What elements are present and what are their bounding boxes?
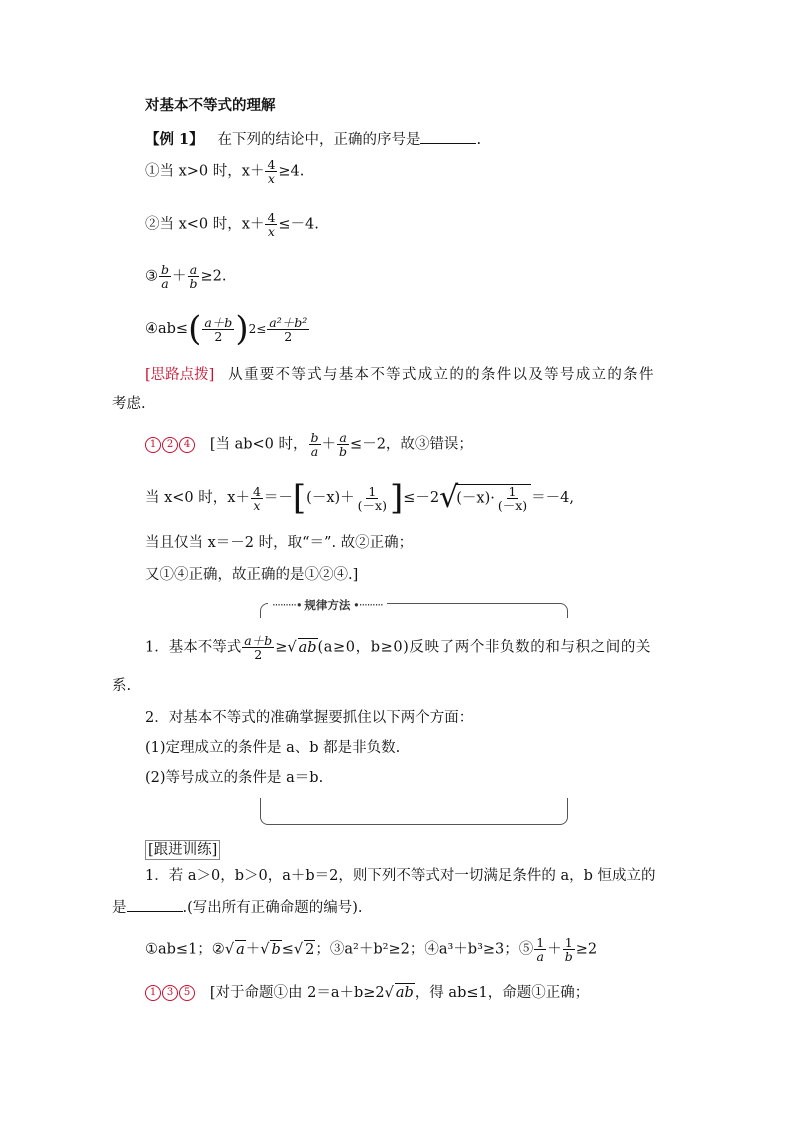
- hint-text: 从重要不等式与基本不等式成立的的条件以及等号成立的条件: [228, 367, 655, 383]
- practice-answer-badges: [145, 985, 196, 1001]
- exp-le: 2≤: [248, 322, 267, 336]
- answer-line-2-prefix: 当 x<0 时，x＋: [145, 490, 250, 506]
- badge-4: 4: [179, 437, 195, 453]
- plus: ＋: [321, 436, 337, 453]
- example-item-1: [145, 158, 304, 185]
- badge-5: 5: [179, 985, 195, 1001]
- opts-end: ≥2: [575, 941, 598, 958]
- answer-line-1-b: ≤－2，故③错误；: [350, 436, 473, 453]
- opts-b: ；③a²＋b²≥2；④a³＋b³≥3；⑤: [315, 941, 534, 958]
- method-title-text: 规律方法: [304, 598, 351, 612]
- practice-label: [跟进训练]: [145, 840, 220, 860]
- opts-plus: ＋: [245, 941, 261, 958]
- method-ge: ≥: [275, 639, 288, 656]
- badge-1: 1: [145, 985, 161, 1001]
- opts-le: ≤: [281, 941, 294, 958]
- fraction: $\frac{4}{x}$: [267, 157, 276, 186]
- sqrt-ab-2: ab: [395, 985, 414, 1001]
- example-prompt: [145, 129, 481, 149]
- fraction: $\frac{4}{x}$: [267, 210, 276, 239]
- sqrt-body: (－x)· $\frac{1}{(-x)}$: [455, 484, 531, 512]
- answer-line-3: 当且仅当 x＝－2 时，取“＝”. 故②正确；: [145, 535, 414, 551]
- practice-options: ①ab≤1；②√ a＋√ b≤√ 2；③a²＋b²≥2；④a³＋b³≥3；⑤ $\frac{1}{a}$ ＋ $\frac{1}{b}$ ≥2: [145, 935, 598, 964]
- hint-line-2: 考虑.: [112, 396, 146, 412]
- method-p3: (1)定理成立的条件是 a、b 都是非负数.: [145, 740, 401, 756]
- example-question: 在下列的结论中，正确的序号是: [217, 132, 421, 148]
- answer-line-2-tail: ＝－4,: [531, 490, 575, 506]
- answer-blank: [420, 129, 476, 144]
- fraction: $\frac{\text{a²＋b²}}{2}$: [269, 314, 308, 344]
- item-2-prefix: ②当 x<0 时，x＋: [145, 216, 265, 233]
- item-4-prefix: ④ab≤: [145, 321, 189, 337]
- fraction: $\frac{a+b}{2}$: [244, 633, 273, 662]
- method-p1-a: 1．基本不等式: [145, 639, 242, 656]
- sqrt-a: a: [236, 941, 245, 958]
- hint-label: [思路点拨]: [145, 367, 215, 383]
- practice-answer: 1 3 5 [对于命题①由 2＝a＋b≥2√ ab，得 ab≤1，命题①正确；: [145, 983, 589, 1002]
- answer-line-4: 又①④正确，故正确的是①②④.]: [145, 567, 359, 583]
- opts-a: ①ab≤1；②: [145, 941, 225, 958]
- badge-1: 1: [145, 437, 161, 453]
- answer-badges: [145, 437, 196, 453]
- method-p1: 1．基本不等式 $\frac{a+b}{2}$ ≥√ ab(a≥0，b≥0)反映了两个非负数的和与积之间的关: [145, 633, 652, 662]
- q1-b: 是: [112, 900, 127, 916]
- method-p1-cont: 系.: [112, 678, 132, 694]
- item-3-suffix: ≥2.: [200, 268, 227, 285]
- item-1-suffix: ≥4.: [278, 163, 305, 180]
- answer-line-1-a: [当 ab<0 时，: [209, 436, 308, 453]
- hint-line-1: [145, 366, 655, 384]
- fraction: $\frac{a}{b}$: [339, 430, 348, 459]
- sqrt-2: 2: [305, 941, 315, 958]
- example-item-4: ④ab≤( $\frac{a+b}{2}$ )2≤ $\frac{\text{a²＋b²}}{2}$: [145, 309, 308, 349]
- method-box-title: ·········• 规律方法 •·········: [268, 597, 387, 613]
- fraction: $\frac{1}{(-x)}$: [357, 483, 387, 513]
- fraction: $\frac{a+b}{2}$: [204, 314, 233, 344]
- practice-q1-line2: [112, 897, 363, 917]
- eq-neg: ＝－: [263, 490, 293, 506]
- item-3-prefix: ③: [145, 268, 158, 285]
- fraction: $\frac{1}{a}$: [536, 935, 545, 964]
- example-item-3: [145, 263, 227, 290]
- fraction: $\frac{1}{(-x)}$: [497, 483, 528, 513]
- fraction: $\frac{b}{a}$: [310, 430, 319, 459]
- item-1-prefix: ①当 x>0 时，x＋: [145, 163, 265, 180]
- answer-line-1: [145, 431, 473, 458]
- practice-ans-a: [对于命题①由 2＝a＋b≥2: [209, 985, 385, 1001]
- method-box-bottom: [260, 798, 568, 825]
- prompt-end: .: [476, 132, 482, 148]
- le-neg-2: ≤－2: [403, 490, 440, 506]
- method-p2: 2．对基本不等式的准确掌握要抓住以下两个方面：: [145, 710, 474, 726]
- method-p4: (2)等号成立的条件是 a＝b.: [145, 770, 324, 786]
- practice-ans-b: ，得 ab≤1，命题①正确；: [414, 985, 590, 1001]
- fraction: $\frac{4}{x}$: [252, 483, 261, 513]
- plus: ＋: [172, 268, 187, 285]
- practice-q1-line1: 1．若 a＞0，b＞0，a＋b＝2，则下列不等式对一切满足条件的 a，b 恒成立的: [145, 868, 656, 884]
- fraction: $\frac{b}{a}$: [161, 262, 170, 291]
- badge-3: 3: [162, 985, 178, 1001]
- badge-2: 2: [162, 437, 178, 453]
- q1-c: .(写出所有正确命题的编号).: [182, 900, 363, 916]
- fraction: $\frac{1}{b}$: [564, 935, 573, 964]
- sqrt-ab: ab: [298, 639, 317, 656]
- method-p1-c: (a≥0，b≥0)反映了两个非负数的和与积之间的关: [317, 639, 652, 656]
- example-item-2: [145, 211, 319, 238]
- answer-line-2: 当 x<0 时，x＋ $\frac{4}{x}$ ＝－[(－x)＋ $\frac{1}{(-x)}$ ]≤－2√(－x)· $\frac{1}{(-x)}$ ＝－4,: [145, 478, 575, 518]
- example-label: 【例 1】: [145, 131, 204, 148]
- item-2-suffix: ≤－4.: [278, 216, 319, 233]
- practice-blank: [127, 897, 183, 912]
- section-title: 对基本不等式的理解: [145, 97, 276, 114]
- fraction: $\frac{a}{b}$: [189, 262, 198, 291]
- sqrt-b: b: [271, 941, 281, 958]
- neg-x: (－x): [306, 490, 341, 506]
